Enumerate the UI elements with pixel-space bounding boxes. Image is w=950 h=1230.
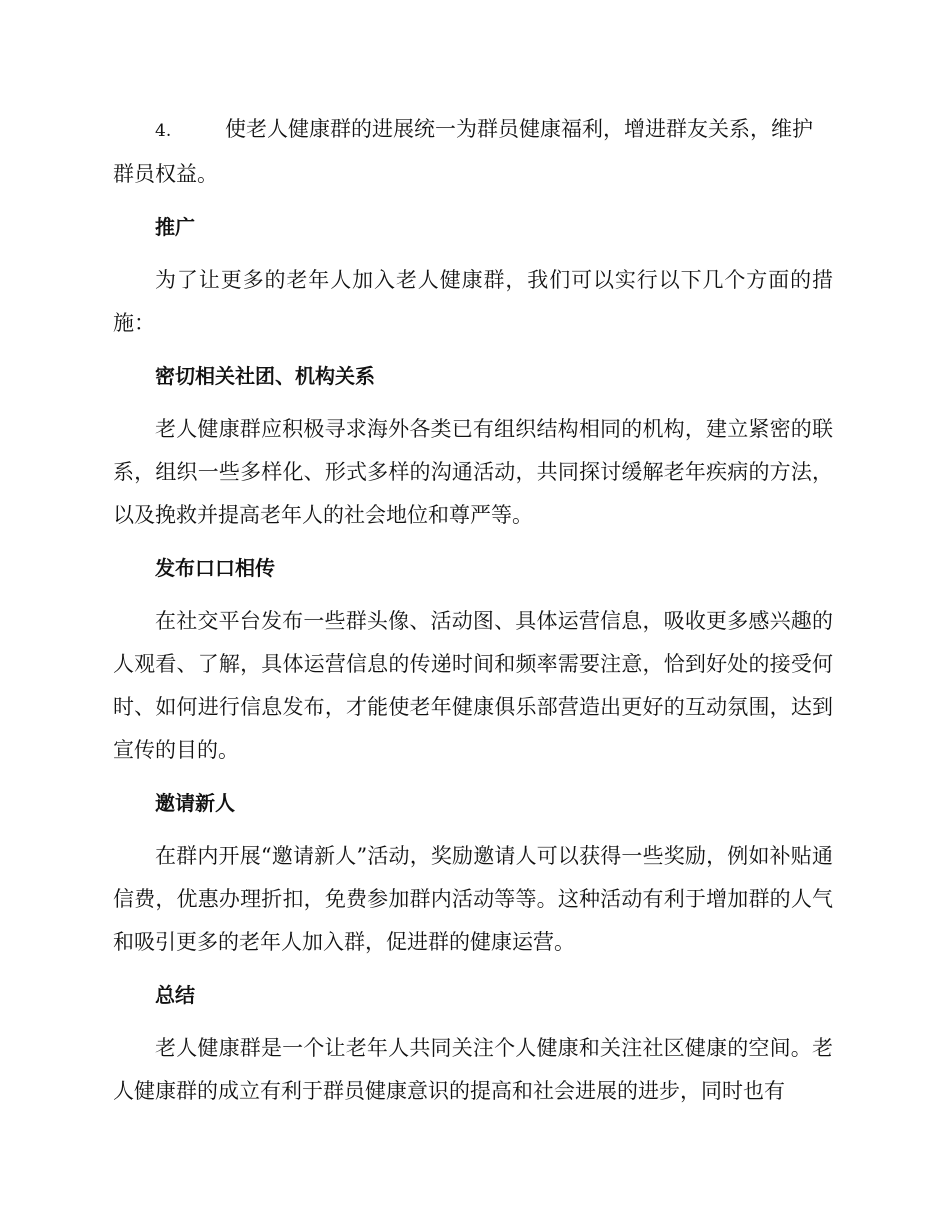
list-item-text-line2: 群员权益。 [113,162,218,186]
list-item-4 [113,108,833,196]
section-paragraph-partnerships: 老人健康群应积极寻求海外各类已有组织结构相同的机构，建立紧密的联系，组织一些多样化、形式多样的沟通活动，共同探讨缓解老年疾病的方法，以及挽救并提高老年人的社会地位和尊严等。 [113,417,833,527]
section-heading-partnerships: 密切相关社团、机构关系 [155,364,375,388]
section-heading-word-of-mouth: 发布口口相传 [155,556,275,580]
list-item-text-line1: 使老人健康群的进展统一为群员健康福利，增进群友关系，维护 [225,117,813,141]
document-page [113,108,833,1123]
section-heading-promotion: 推广 [155,215,195,239]
section-heading-summary: 总结 [155,983,195,1007]
section-paragraph-summary: 老人健康群是一个让老年人共同关注个人健康和关注社区健康的空间。老人健康群的成立有利于群员健康意识的提高和社会进展的进步，同时也有 [113,1036,833,1103]
section-heading-invite: 邀请新人 [155,791,235,815]
section-paragraph-word-of-mouth: 在社交平台发布一些群头像、活动图、具体运营信息，吸收更多感兴趣的人观看、了解，具体运营信息的传递时间和频率需要注意，恰到好处的接受何时、如何进行信息发布，才能使老年健康俱乐部营造出更好的互动氛围，达到宣传的目的。 [113,609,833,762]
section-paragraph-invite: 在群内开展“邀请新人”活动，奖励邀请人可以获得一些奖励，例如补贴通信费，优惠办理折扣，免费参加群内活动等等。这种活动有利于增加群的人气和吸引更多的老年人加入群，促进群的健康运营。 [113,844,833,954]
list-item-number: 4. [155,121,172,141]
section-paragraph-promotion: 为了让更多的老年人加入老人健康群，我们可以实行以下几个方面的措施： [113,268,833,335]
